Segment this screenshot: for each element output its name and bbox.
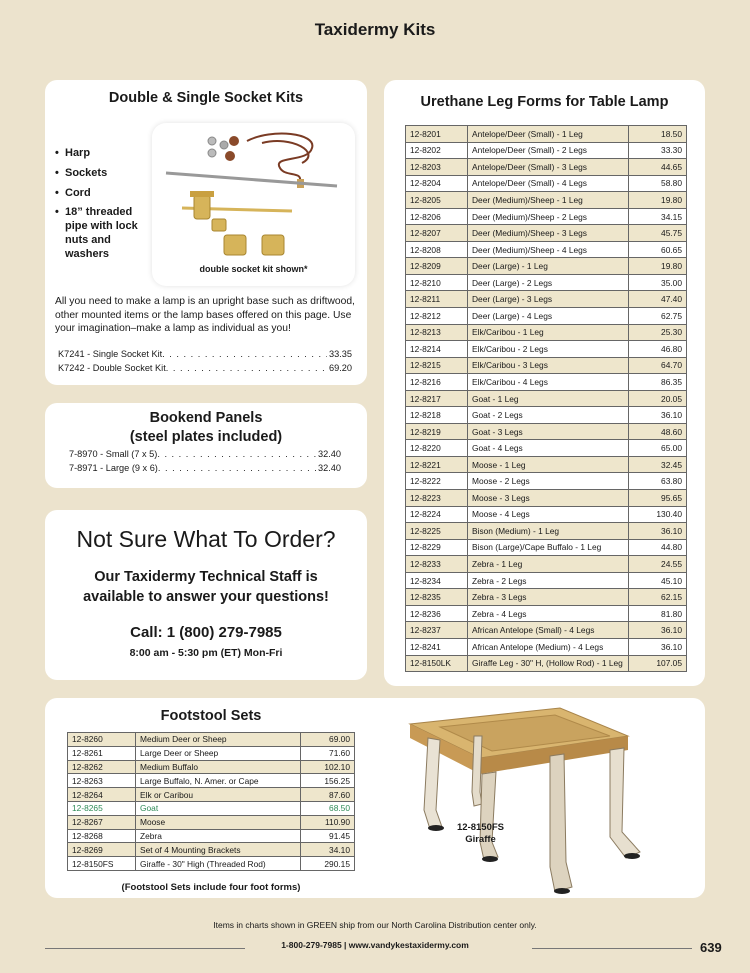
- leg-form-price: 65.00: [629, 440, 687, 457]
- leg-form-price: 44.80: [629, 539, 687, 556]
- leg-form-sku: 12-8210: [406, 274, 468, 291]
- leg-form-desc: Zebra - 3 Legs: [468, 589, 629, 606]
- giraffe-footstool-image: [400, 702, 660, 898]
- leg-form-desc: Elk/Caribou - 1 Leg: [468, 324, 629, 341]
- leg-form-price: 130.40: [629, 506, 687, 523]
- leg-form-row: [406, 225, 687, 242]
- leg-form-row: [406, 440, 687, 457]
- leg-form-desc: Deer (Medium)/Sheep - 3 Legs: [468, 225, 629, 242]
- footstool-price: 110.90: [301, 815, 355, 829]
- giraffe-image-label: [457, 822, 504, 847]
- leg-form-price: 44.65: [629, 159, 687, 176]
- page-number: 639: [700, 940, 722, 955]
- footstool-table: [67, 732, 355, 871]
- leg-form-price: 46.80: [629, 341, 687, 358]
- leg-form-sku: 12-8222: [406, 473, 468, 490]
- leg-form-desc: Giraffe Leg - 30" H, (Hollow Rod) - 1 Leg: [468, 655, 629, 672]
- leg-form-desc: Deer (Medium)/Sheep - 2 Legs: [468, 208, 629, 225]
- leg-form-desc: Goat - 3 Legs: [468, 423, 629, 440]
- leg-form-sku: 12-8237: [406, 622, 468, 639]
- leg-form-desc: Bison (Large)/Cape Buffalo - 1 Leg: [468, 539, 629, 556]
- bullet-item: • Sockets: [55, 167, 155, 181]
- leg-form-desc: Antelope/Deer (Small) - 3 Legs: [468, 159, 629, 176]
- leg-form-sku: 12-8205: [406, 192, 468, 209]
- order-help-title: Not Sure What To Order?: [76, 526, 336, 552]
- footstool-row: [68, 746, 355, 760]
- footstool-desc: Moose: [136, 815, 301, 829]
- footstool-desc: Elk or Caribou: [136, 788, 301, 802]
- leg-form-sku: 12-8202: [406, 142, 468, 159]
- footstool-price: 91.45: [301, 829, 355, 843]
- leg-form-sku: 12-8216: [406, 374, 468, 391]
- leg-form-desc: Moose - 1 Leg: [468, 456, 629, 473]
- leg-form-price: 36.10: [629, 622, 687, 639]
- leg-form-sku: 12-8207: [406, 225, 468, 242]
- leg-form-price: 34.15: [629, 208, 687, 225]
- bullet-item: • Harp: [55, 147, 155, 161]
- footstool-sku: 12-8269: [68, 843, 136, 857]
- leg-form-row: [406, 572, 687, 589]
- leg-form-row: [406, 390, 687, 407]
- order-help-hours: 8:00 am - 5:30 pm (ET) Mon-Fri: [129, 646, 283, 659]
- leg-form-price: 35.00: [629, 274, 687, 291]
- leg-forms-panel: [384, 80, 705, 686]
- footstool-desc: Set of 4 Mounting Brackets: [136, 843, 301, 857]
- leg-form-row: [406, 357, 687, 374]
- footstool-desc: Goat: [136, 801, 301, 815]
- leg-form-row: [406, 506, 687, 523]
- footstool-row: [68, 857, 355, 871]
- leg-form-desc: Zebra - 1 Leg: [468, 556, 629, 573]
- socket-kits-panel: [45, 80, 367, 385]
- footstool-desc: Giraffe - 30" High (Threaded Rod): [136, 857, 301, 871]
- leg-form-desc: Moose - 3 Legs: [468, 490, 629, 507]
- leg-form-price: 36.10: [629, 523, 687, 540]
- leg-form-desc: Moose - 2 Legs: [468, 473, 629, 490]
- bookend-heading: [45, 409, 367, 447]
- leg-form-price: 47.40: [629, 291, 687, 308]
- leg-form-price: 45.10: [629, 572, 687, 589]
- leg-form-sku: 12-8215: [406, 357, 468, 374]
- leg-form-row: [406, 324, 687, 341]
- footstool-price: 34.10: [301, 843, 355, 857]
- footstool-note: (Footstool Sets include four foot forms): [121, 882, 301, 893]
- footstool-row: [68, 843, 355, 857]
- leg-form-price: 62.15: [629, 589, 687, 606]
- leg-form-sku: 12-8235: [406, 589, 468, 606]
- leg-form-sku: 12-8234: [406, 572, 468, 589]
- leg-form-price: 58.80: [629, 175, 687, 192]
- leg-form-price: 33.30: [629, 142, 687, 159]
- leg-form-row: [406, 291, 687, 308]
- leg-form-desc: Goat - 1 Leg: [468, 390, 629, 407]
- socket-kits-heading: Double & Single Socket Kits: [108, 90, 304, 106]
- leg-form-desc: Deer (Medium)/Sheep - 1 Leg: [468, 192, 629, 209]
- footstool-sku: 12-8150FS: [68, 857, 136, 871]
- item-description: K7241 - Single Socket Kit: [58, 349, 163, 359]
- giraffe-name: Giraffe: [465, 834, 496, 846]
- leg-form-row: [406, 589, 687, 606]
- footer-green-note: Items in charts shown in GREEN ship from our North Carolina Distribution center only.: [213, 920, 537, 930]
- leg-forms-table: [405, 125, 687, 672]
- leg-form-row: [406, 456, 687, 473]
- item-description: K7242 - Double Socket Kit: [58, 362, 166, 373]
- leg-form-row: [406, 523, 687, 540]
- leg-form-row: [406, 308, 687, 325]
- leg-form-row: [406, 605, 687, 622]
- leg-form-desc: Elk/Caribou - 2 Legs: [468, 341, 629, 358]
- leg-form-sku: 12-8211: [406, 291, 468, 308]
- leg-form-desc: Deer (Large) - 4 Legs: [468, 308, 629, 325]
- price-row: [69, 462, 341, 476]
- leg-form-sku: 12-8217: [406, 390, 468, 407]
- leg-form-desc: Goat - 2 Legs: [468, 407, 629, 424]
- leg-form-row: [406, 192, 687, 209]
- order-help-line: Our Taxidermy Technical Staff is: [94, 569, 318, 585]
- leg-form-sku: 12-8212: [406, 308, 468, 325]
- footstool-row: [68, 829, 355, 843]
- order-help-phone[interactable]: Call: 1 (800) 279-7985: [130, 623, 282, 641]
- price-row: [58, 362, 352, 376]
- leg-form-row: [406, 473, 687, 490]
- leg-form-sku: 12-8223: [406, 490, 468, 507]
- leg-form-price: 60.65: [629, 241, 687, 258]
- leg-form-row: [406, 539, 687, 556]
- price-row: [58, 348, 352, 362]
- leg-form-desc: Antelope/Deer (Small) - 4 Legs: [468, 175, 629, 192]
- leg-form-desc: Antelope/Deer (Small) - 1 Leg: [468, 126, 629, 143]
- footstool-price: 87.60: [301, 788, 355, 802]
- footstool-price: 68.50: [301, 801, 355, 815]
- footstool-sku: 12-8261: [68, 746, 136, 760]
- leg-form-desc: Zebra - 4 Legs: [468, 605, 629, 622]
- footstool-sku: 12-8262: [68, 760, 136, 774]
- socket-kit-image: [152, 123, 355, 286]
- footstool-desc: Medium Buffalo: [136, 760, 301, 774]
- bookend-price-list: [69, 448, 341, 476]
- footer-contact[interactable]: 1-800-279-7985 | www.vandykestaxidermy.com: [281, 940, 469, 950]
- leg-form-sku: 12-8220: [406, 440, 468, 457]
- leg-form-sku: 12-8221: [406, 456, 468, 473]
- leg-form-sku: 12-8204: [406, 175, 468, 192]
- leg-form-sku: 12-8241: [406, 638, 468, 655]
- leg-form-desc: Deer (Medium)/Sheep - 4 Legs: [468, 241, 629, 258]
- footstool-desc: Large Deer or Sheep: [136, 746, 301, 760]
- item-price: 69.20: [329, 362, 352, 373]
- leg-form-price: 18.50: [629, 126, 687, 143]
- footstool-price: 290.15: [301, 857, 355, 871]
- leg-form-sku: 12-8206: [406, 208, 468, 225]
- leg-form-price: 95.65: [629, 490, 687, 507]
- footstool-desc: Large Buffalo, N. Amer. or Cape: [136, 774, 301, 788]
- footstool-price: 102.10: [301, 760, 355, 774]
- footstool-sku: 12-8265: [68, 801, 136, 815]
- leg-form-sku: 12-8236: [406, 605, 468, 622]
- leg-form-desc: Deer (Large) - 2 Legs: [468, 274, 629, 291]
- footstool-price: 156.25: [301, 774, 355, 788]
- leg-form-desc: Deer (Large) - 3 Legs: [468, 291, 629, 308]
- leg-form-desc: Antelope/Deer (Small) - 2 Legs: [468, 142, 629, 159]
- leg-form-row: [406, 423, 687, 440]
- leg-form-sku: 12-8233: [406, 556, 468, 573]
- item-price: 32.40: [318, 449, 341, 459]
- order-help-line: available to answer your questions!: [83, 589, 329, 606]
- leg-form-desc: Deer (Large) - 1 Leg: [468, 258, 629, 275]
- footstool-desc: Medium Deer or Sheep: [136, 733, 301, 747]
- leg-form-sku: 12-8224: [406, 506, 468, 523]
- leg-form-price: 20.05: [629, 390, 687, 407]
- leg-forms-heading: Urethane Leg Forms for Table Lamp: [420, 94, 669, 110]
- leg-form-row: [406, 341, 687, 358]
- leg-form-sku: 12-8208: [406, 241, 468, 258]
- footstool-row: [68, 774, 355, 788]
- leg-form-row: [406, 159, 687, 176]
- leg-form-desc: Elk/Caribou - 4 Legs: [468, 374, 629, 391]
- leg-form-row: [406, 208, 687, 225]
- leg-form-row: [406, 274, 687, 291]
- leg-form-desc: Bison (Medium) - 1 Leg: [468, 523, 629, 540]
- leg-form-price: 63.80: [629, 473, 687, 490]
- item-price: 33.35: [329, 349, 352, 359]
- leg-form-price: 32.45: [629, 456, 687, 473]
- leg-form-desc: African Antelope (Small) - 4 Legs: [468, 622, 629, 639]
- leg-form-price: 45.75: [629, 225, 687, 242]
- leg-form-row: [406, 407, 687, 424]
- leg-form-price: 48.60: [629, 423, 687, 440]
- leg-form-sku: 12-8201: [406, 126, 468, 143]
- leg-form-desc: Elk/Caribou - 3 Legs: [468, 357, 629, 374]
- leg-form-row: [406, 490, 687, 507]
- leg-form-row: [406, 374, 687, 391]
- leg-form-price: 19.80: [629, 192, 687, 209]
- socket-kits-description: All you need to make a lamp is an upright base such as driftwood, other mounted items or the lamp bases offered on this page. Use your imagination–make a lamp as individual as you!: [55, 296, 355, 335]
- leg-form-desc: African Antelope (Medium) - 4 Legs: [468, 638, 629, 655]
- leg-form-desc: Moose - 4 Legs: [468, 506, 629, 523]
- order-help-subtitle: [45, 567, 367, 608]
- bullet-item: • 18” threaded pipe with lock nuts and washers: [55, 206, 155, 261]
- footstool-heading: Footstool Sets: [160, 708, 262, 724]
- bookend-title: Bookend Panels: [149, 410, 263, 426]
- footstool-sku: 12-8264: [68, 788, 136, 802]
- item-description: 7-8971 - Large (9 x 6): [69, 462, 158, 473]
- leg-form-price: 24.55: [629, 556, 687, 573]
- bookend-subtitle: (steel plates included): [129, 428, 283, 445]
- leg-form-sku: 12-8150LK: [406, 655, 468, 672]
- leg-form-price: 36.10: [629, 407, 687, 424]
- leg-form-row: [406, 142, 687, 159]
- leg-form-row: [406, 258, 687, 275]
- leg-form-price: 64.70: [629, 357, 687, 374]
- leg-form-row: [406, 556, 687, 573]
- leg-form-price: 107.05: [629, 655, 687, 672]
- leg-form-desc: Zebra - 2 Legs: [468, 572, 629, 589]
- leg-form-row: [406, 622, 687, 639]
- footstool-sku: 12-8260: [68, 733, 136, 747]
- leg-form-price: 81.80: [629, 605, 687, 622]
- leg-form-price: 86.35: [629, 374, 687, 391]
- socket-kit-price-list: [58, 348, 352, 376]
- leg-form-price: 36.10: [629, 638, 687, 655]
- item-description: 7-8970 - Small (7 x 5): [69, 449, 158, 459]
- leg-form-price: 62.75: [629, 308, 687, 325]
- leg-form-price: 25.30: [629, 324, 687, 341]
- leg-form-sku: 12-8229: [406, 539, 468, 556]
- leg-form-sku: 12-8219: [406, 423, 468, 440]
- footstool-desc: Zebra: [136, 829, 301, 843]
- footstool-row: [68, 788, 355, 802]
- footstool-price: 69.00: [301, 733, 355, 747]
- leg-form-sku: 12-8225: [406, 523, 468, 540]
- leg-form-row: [406, 655, 687, 672]
- leg-form-row: [406, 126, 687, 143]
- leg-form-price: 19.80: [629, 258, 687, 275]
- leg-form-sku: 12-8203: [406, 159, 468, 176]
- footstool-panel: [45, 698, 705, 898]
- leg-form-sku: 12-8209: [406, 258, 468, 275]
- order-help-panel: [45, 510, 367, 680]
- footstool-row: [68, 815, 355, 829]
- bookend-panels-panel: [45, 403, 367, 488]
- item-price: 32.40: [318, 462, 341, 473]
- socket-kit-illustration: [152, 123, 355, 263]
- footstool-price: 71.60: [301, 746, 355, 760]
- giraffe-sku: 12-8150FS: [457, 822, 505, 833]
- kit-image-caption: double socket kit shown*: [199, 264, 308, 274]
- leg-form-sku: 12-8218: [406, 407, 468, 424]
- socket-kits-bullets: [55, 147, 155, 267]
- page-title: Taxidermy Kits: [314, 20, 436, 39]
- leg-form-desc: Goat - 4 Legs: [468, 440, 629, 457]
- footstool-row: [68, 760, 355, 774]
- leg-form-row: [406, 638, 687, 655]
- footstool-sku: 12-8268: [68, 829, 136, 843]
- bullet-item: • Cord: [55, 187, 155, 201]
- price-row: [69, 448, 341, 462]
- footstool-sku: 12-8263: [68, 774, 136, 788]
- leg-form-row: [406, 241, 687, 258]
- leg-form-row: [406, 175, 687, 192]
- leg-form-sku: 12-8214: [406, 341, 468, 358]
- footstool-row: [68, 733, 355, 747]
- leg-form-sku: 12-8213: [406, 324, 468, 341]
- footstool-sku: 12-8267: [68, 815, 136, 829]
- footstool-row: [68, 801, 355, 815]
